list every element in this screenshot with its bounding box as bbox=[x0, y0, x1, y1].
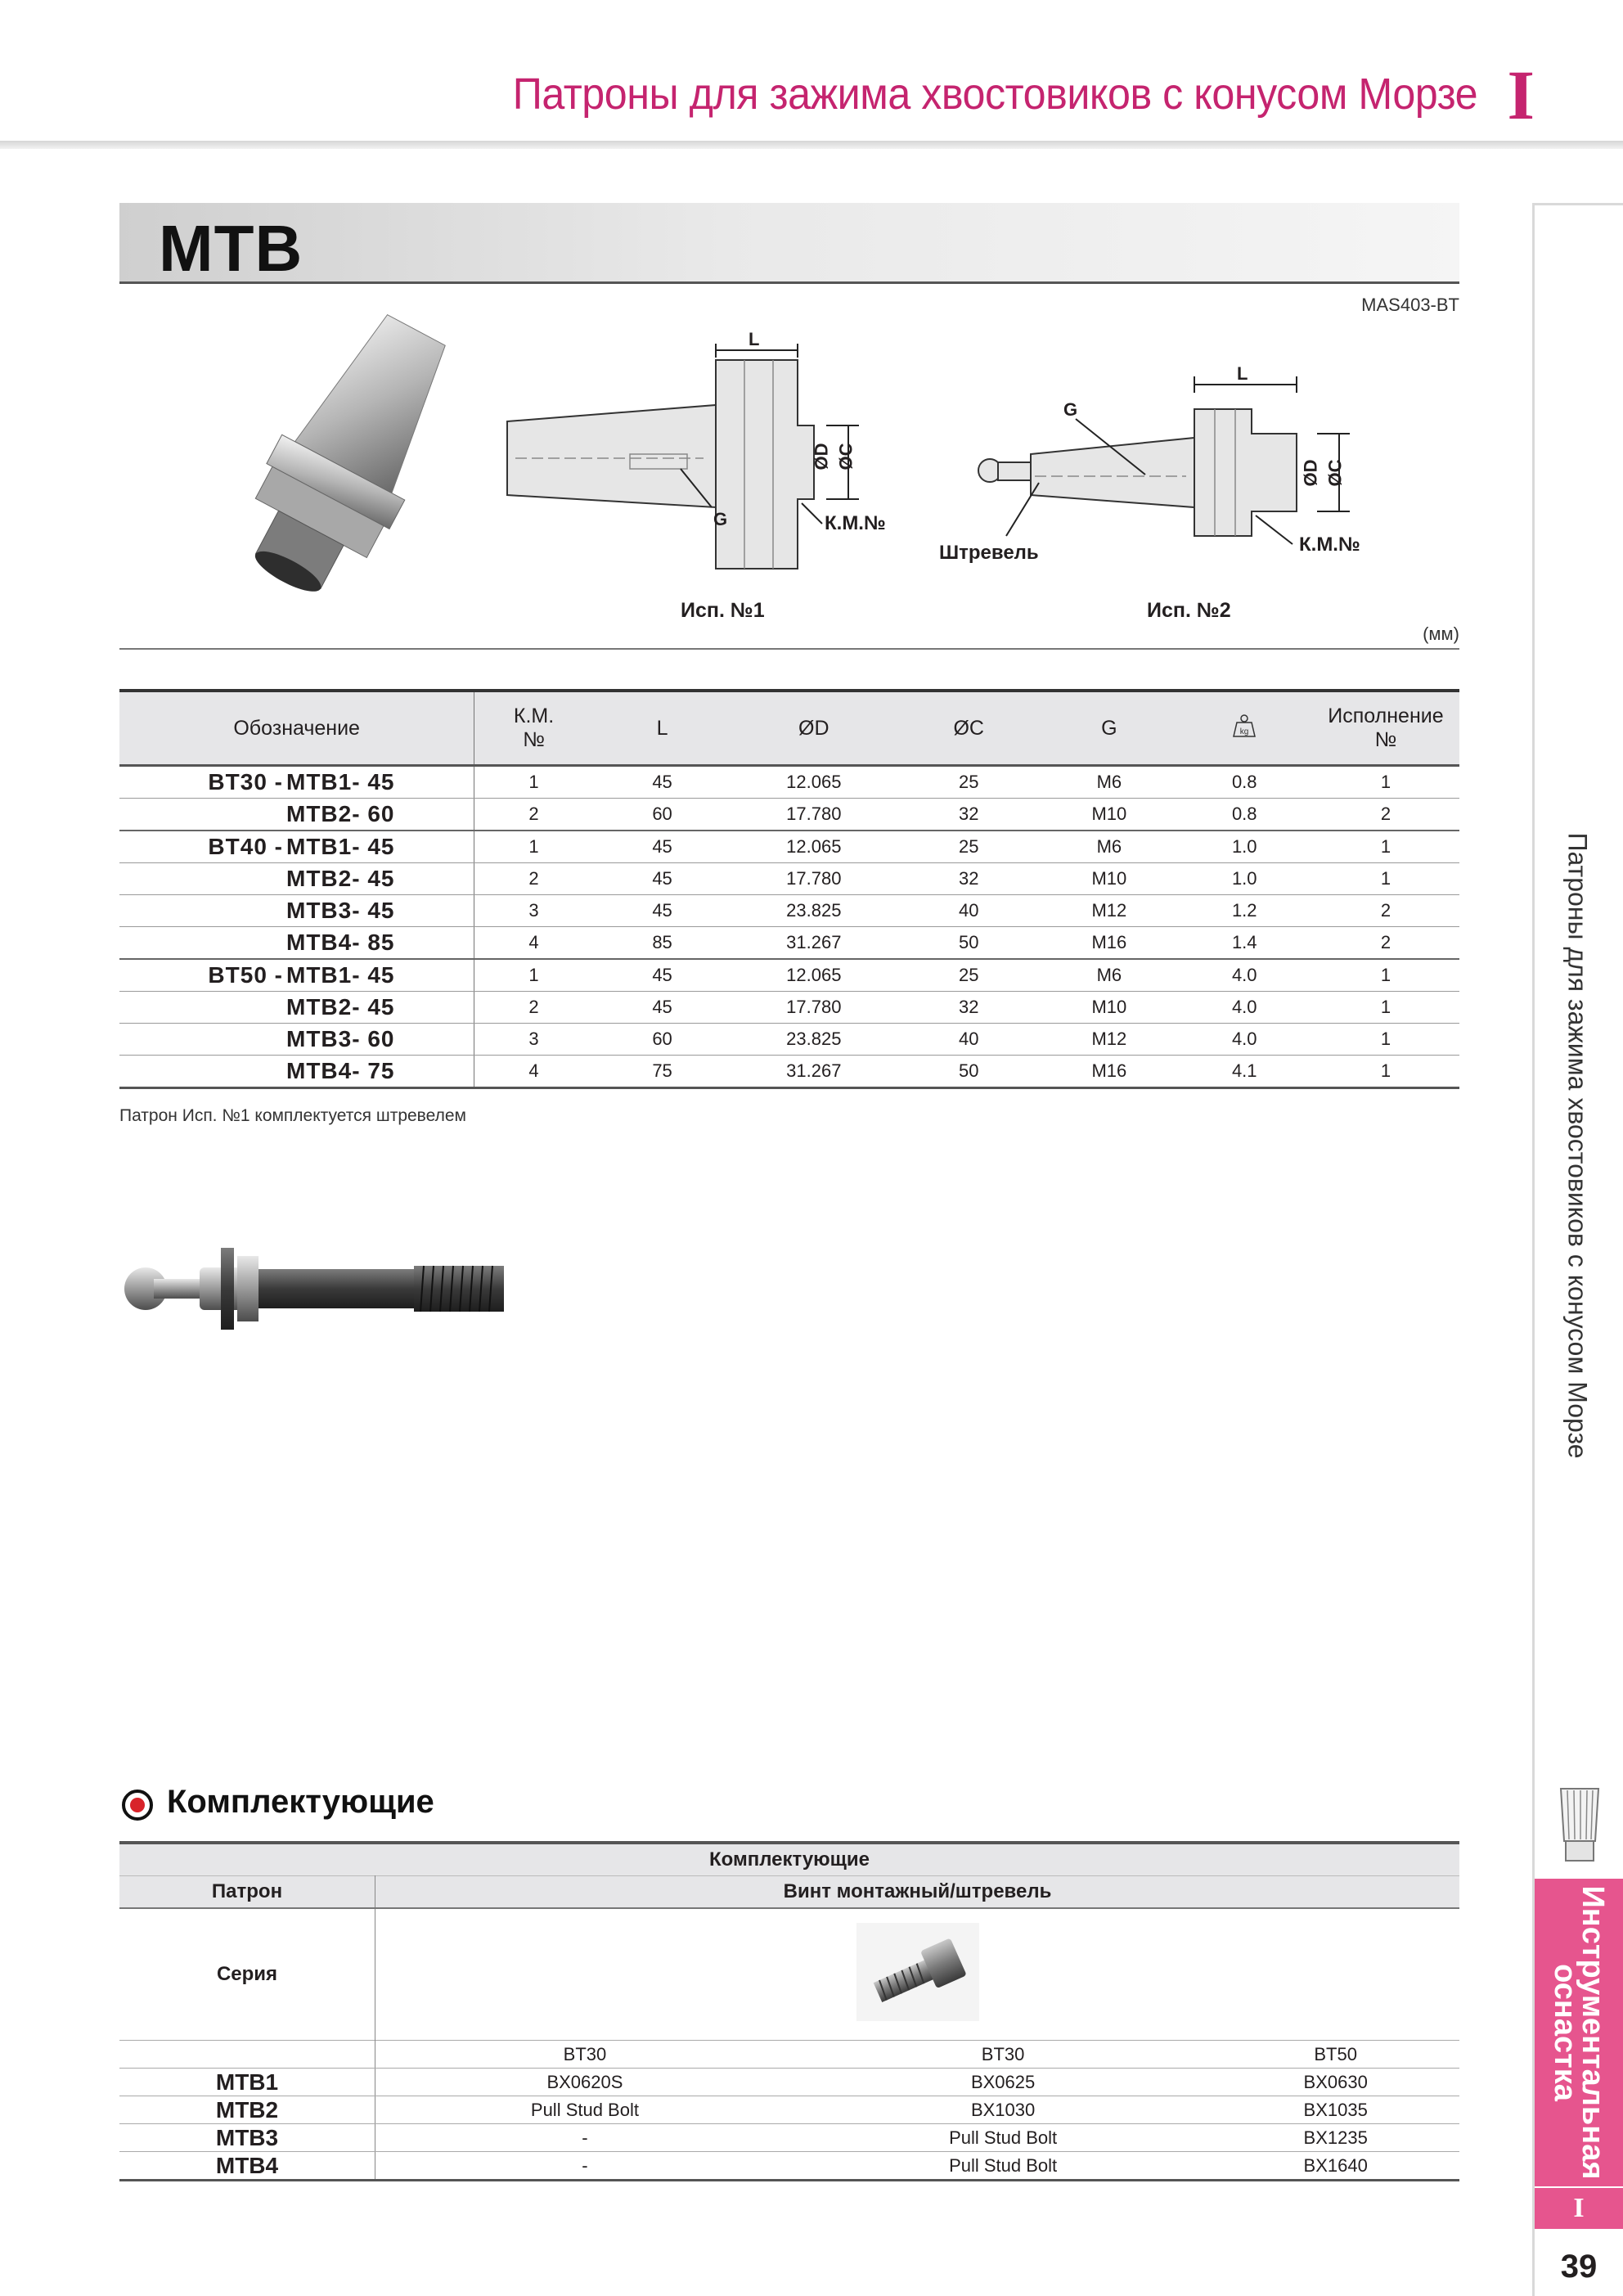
figure-rule bbox=[119, 648, 1459, 650]
chapter-mark: I bbox=[1507, 56, 1535, 134]
cell-G: M10 bbox=[1041, 992, 1176, 1024]
category-tab-label[interactable] bbox=[1548, 1885, 1610, 2180]
cell-series: MTB4 bbox=[119, 2152, 375, 2181]
row-designation bbox=[119, 992, 474, 1024]
row-model: MTB3- 45 bbox=[286, 898, 395, 923]
cell-ver: 1 bbox=[1312, 766, 1459, 799]
units-label: (мм) bbox=[1423, 624, 1459, 644]
header-rule bbox=[0, 141, 1623, 149]
row-taper-prefix: BT40 - bbox=[208, 834, 283, 859]
cell-D: 17.780 bbox=[731, 799, 896, 831]
row-model: MTB1- 45 bbox=[286, 962, 395, 988]
cell-ver: 1 bbox=[1312, 1056, 1459, 1088]
col-part: Винт монтажный/штревель bbox=[375, 1876, 1460, 1909]
cell-c2: Pull Stud Bolt bbox=[794, 2124, 1212, 2152]
pull-stud-photo bbox=[121, 1240, 522, 1338]
dim-C-1: ØC bbox=[835, 443, 856, 470]
table-row bbox=[119, 2152, 1459, 2181]
accessories-table-body bbox=[119, 2069, 1459, 2181]
cell-km: 1 bbox=[474, 959, 593, 992]
side-section-title: Патроны для зажима хвостовиков с конусом Морзе bbox=[1562, 832, 1593, 1459]
category-tab-line-1: Инструментальная bbox=[1576, 1885, 1610, 2180]
cell-km: 3 bbox=[474, 895, 593, 927]
cell-L: 45 bbox=[593, 831, 732, 863]
table-row bbox=[119, 959, 1459, 992]
cell-D: 31.267 bbox=[731, 1056, 896, 1088]
cell-D: 12.065 bbox=[731, 831, 896, 863]
cell-ver: 1 bbox=[1312, 831, 1459, 863]
cell-series: MTB3 bbox=[119, 2124, 375, 2152]
cell-c1: BX0620S bbox=[375, 2069, 794, 2096]
cell-L: 75 bbox=[593, 1056, 732, 1088]
mounting-screw-photo bbox=[856, 1923, 979, 2021]
taper-header-blank bbox=[119, 2041, 375, 2069]
collet-icon bbox=[1543, 1784, 1616, 1869]
table-row bbox=[119, 2069, 1459, 2096]
cell-L: 60 bbox=[593, 1024, 732, 1056]
cell-ver: 1 bbox=[1312, 959, 1459, 992]
series-label: Серия bbox=[119, 1908, 375, 2041]
cell-G: M12 bbox=[1041, 895, 1176, 927]
col-holder: Патрон bbox=[119, 1876, 375, 1909]
label-KM-2: К.М.№ bbox=[1299, 533, 1360, 556]
col-L: L bbox=[593, 691, 732, 766]
screw-photo-cell bbox=[375, 1908, 1460, 2041]
cell-L: 60 bbox=[593, 799, 732, 831]
table-row bbox=[119, 992, 1459, 1024]
cell-L: 45 bbox=[593, 863, 732, 895]
chapter-letter: I bbox=[1535, 2188, 1623, 2229]
dim-D-2: ØD bbox=[1300, 459, 1321, 487]
table-row bbox=[119, 831, 1459, 863]
table-row bbox=[119, 1024, 1459, 1056]
table-row bbox=[119, 2124, 1459, 2152]
version-1-caption: Исп. №1 bbox=[681, 599, 765, 622]
cell-C: 25 bbox=[896, 831, 1041, 863]
cell-D: 23.825 bbox=[731, 1024, 896, 1056]
row-designation bbox=[119, 1056, 474, 1088]
spec-table-body bbox=[119, 766, 1459, 1088]
tool-holder-photo bbox=[188, 303, 499, 614]
table-row bbox=[119, 2096, 1459, 2124]
section-name: MTB bbox=[159, 212, 303, 285]
dim-L-1: L bbox=[749, 329, 760, 349]
cell-c2: BX1030 bbox=[794, 2096, 1212, 2124]
cell-km: 4 bbox=[474, 927, 593, 960]
cell-km: 1 bbox=[474, 831, 593, 863]
margin-top-divider bbox=[1532, 203, 1623, 205]
cell-ver: 1 bbox=[1312, 863, 1459, 895]
accessories-group-header: Комплектующие bbox=[119, 1843, 1459, 1876]
version-2-caption: Исп. №2 bbox=[1147, 599, 1231, 622]
col-D: ØD bbox=[731, 691, 896, 766]
cell-L: 85 bbox=[593, 927, 732, 960]
cell-c3: BX1035 bbox=[1212, 2096, 1459, 2124]
spec-table bbox=[119, 689, 1459, 1089]
row-model: MTB4- 85 bbox=[286, 930, 395, 955]
cell-L: 45 bbox=[593, 766, 732, 799]
cell-ver: 1 bbox=[1312, 992, 1459, 1024]
cell-kg: 1.2 bbox=[1177, 895, 1312, 927]
cell-c2: BX0625 bbox=[794, 2069, 1212, 2096]
cell-D: 31.267 bbox=[731, 927, 896, 960]
cell-km: 4 bbox=[474, 1056, 593, 1088]
row-taper-prefix: BT50 - bbox=[208, 962, 283, 988]
cell-c1: Pull Stud Bolt bbox=[375, 2096, 794, 2124]
cell-G: M16 bbox=[1041, 927, 1176, 960]
cell-km: 2 bbox=[474, 992, 593, 1024]
cell-kg: 4.1 bbox=[1177, 1056, 1312, 1088]
cell-C: 32 bbox=[896, 863, 1041, 895]
label-G-2: G bbox=[1063, 399, 1078, 420]
weight-icon bbox=[1229, 714, 1260, 738]
dim-C-2: ØC bbox=[1324, 459, 1346, 487]
cell-kg: 4.0 bbox=[1177, 992, 1312, 1024]
cell-D: 17.780 bbox=[731, 992, 896, 1024]
cell-C: 25 bbox=[896, 959, 1041, 992]
cell-ver: 2 bbox=[1312, 799, 1459, 831]
cell-kg: 0.8 bbox=[1177, 766, 1312, 799]
cell-c3: BX1640 bbox=[1212, 2152, 1459, 2181]
svg-text:kg: kg bbox=[1239, 727, 1249, 736]
cell-G: M12 bbox=[1041, 1024, 1176, 1056]
table-row bbox=[119, 895, 1459, 927]
cell-C: 40 bbox=[896, 1024, 1041, 1056]
cell-D: 12.065 bbox=[731, 959, 896, 992]
cell-C: 32 bbox=[896, 992, 1041, 1024]
standard-label: MAS403-BT bbox=[1361, 295, 1459, 315]
cell-kg: 1.4 bbox=[1177, 927, 1312, 960]
row-designation bbox=[119, 831, 474, 863]
row-designation bbox=[119, 766, 474, 799]
row-model: MTB1- 45 bbox=[286, 769, 395, 795]
taper-header-1: BT30 bbox=[375, 2041, 794, 2069]
cell-kg: 0.8 bbox=[1177, 799, 1312, 831]
cell-ver: 2 bbox=[1312, 927, 1459, 960]
row-model: MTB2- 45 bbox=[286, 866, 395, 891]
table-row bbox=[119, 799, 1459, 831]
cell-D: 17.780 bbox=[731, 863, 896, 895]
row-designation bbox=[119, 799, 474, 831]
row-model: MTB4- 75 bbox=[286, 1058, 395, 1083]
cell-c1: - bbox=[375, 2124, 794, 2152]
row-designation bbox=[119, 927, 474, 960]
col-G: G bbox=[1041, 691, 1176, 766]
cell-c3: BX0630 bbox=[1212, 2069, 1459, 2096]
cell-km: 2 bbox=[474, 799, 593, 831]
cell-km: 2 bbox=[474, 863, 593, 895]
row-designation bbox=[119, 895, 474, 927]
accessories-title: Комплектующие bbox=[167, 1784, 434, 1820]
cell-G: M10 bbox=[1041, 799, 1176, 831]
cell-G: M6 bbox=[1041, 831, 1176, 863]
cell-c3: BX1235 bbox=[1212, 2124, 1459, 2152]
row-taper-prefix: BT30 - bbox=[208, 769, 283, 795]
table-row bbox=[119, 863, 1459, 895]
cell-kg: 4.0 bbox=[1177, 959, 1312, 992]
category-tab-line-2: оснастка bbox=[1548, 1964, 1582, 2101]
col-version: Исполнение № bbox=[1312, 691, 1459, 766]
page-title: Патроны для зажима хвостовиков с конусом Морзе bbox=[512, 70, 1477, 119]
col-km: К.М. № bbox=[474, 691, 593, 766]
row-designation bbox=[119, 863, 474, 895]
cell-c1: - bbox=[375, 2152, 794, 2181]
cell-D: 23.825 bbox=[731, 895, 896, 927]
cell-series: MTB2 bbox=[119, 2096, 375, 2124]
section-header bbox=[119, 203, 1459, 284]
col-C: ØC bbox=[896, 691, 1041, 766]
dim-D-1: ØD bbox=[811, 443, 832, 470]
section-bullet-icon bbox=[121, 1789, 154, 1821]
row-designation bbox=[119, 959, 474, 992]
cell-ver: 1 bbox=[1312, 1024, 1459, 1056]
cell-kg: 4.0 bbox=[1177, 1024, 1312, 1056]
table-row bbox=[119, 766, 1459, 799]
row-designation bbox=[119, 1024, 474, 1056]
cell-km: 1 bbox=[474, 766, 593, 799]
cell-C: 50 bbox=[896, 927, 1041, 960]
label-pull-stud: Штревель bbox=[939, 542, 1039, 564]
cell-C: 25 bbox=[896, 766, 1041, 799]
cell-C: 32 bbox=[896, 799, 1041, 831]
row-model: MTB3- 60 bbox=[286, 1026, 395, 1051]
cell-C: 40 bbox=[896, 895, 1041, 927]
col-designation: Обозначение bbox=[119, 691, 474, 766]
cell-G: M6 bbox=[1041, 766, 1176, 799]
cell-kg: 1.0 bbox=[1177, 831, 1312, 863]
cell-L: 45 bbox=[593, 992, 732, 1024]
cell-G: M10 bbox=[1041, 863, 1176, 895]
table-row bbox=[119, 1056, 1459, 1088]
cell-G: M16 bbox=[1041, 1056, 1176, 1088]
row-model: MTB2- 60 bbox=[286, 801, 395, 826]
cell-ver: 2 bbox=[1312, 895, 1459, 927]
cell-C: 50 bbox=[896, 1056, 1041, 1088]
cell-kg: 1.0 bbox=[1177, 863, 1312, 895]
page-number: 39 bbox=[1560, 2249, 1598, 2285]
cell-c2: Pull Stud Bolt bbox=[794, 2152, 1212, 2181]
cell-L: 45 bbox=[593, 959, 732, 992]
row-model: MTB2- 45 bbox=[286, 994, 395, 1020]
cell-G: M6 bbox=[1041, 959, 1176, 992]
dim-L-2: L bbox=[1237, 363, 1248, 384]
accessories-table bbox=[119, 1841, 1459, 2181]
note-text: Патрон Исп. №1 комплектуется штревелем bbox=[119, 1106, 466, 1125]
cell-D: 12.065 bbox=[731, 766, 896, 799]
taper-header-3: BT50 bbox=[1212, 2041, 1459, 2069]
row-model: MTB1- 45 bbox=[286, 834, 395, 859]
cell-series: MTB1 bbox=[119, 2069, 375, 2096]
taper-header-2: BT30 bbox=[794, 2041, 1212, 2069]
table-row bbox=[119, 927, 1459, 960]
cell-km: 3 bbox=[474, 1024, 593, 1056]
label-G-1: G bbox=[713, 509, 728, 529]
label-KM-1: К.М.№ bbox=[825, 512, 886, 534]
cell-L: 45 bbox=[593, 895, 732, 927]
col-weight bbox=[1177, 691, 1312, 766]
